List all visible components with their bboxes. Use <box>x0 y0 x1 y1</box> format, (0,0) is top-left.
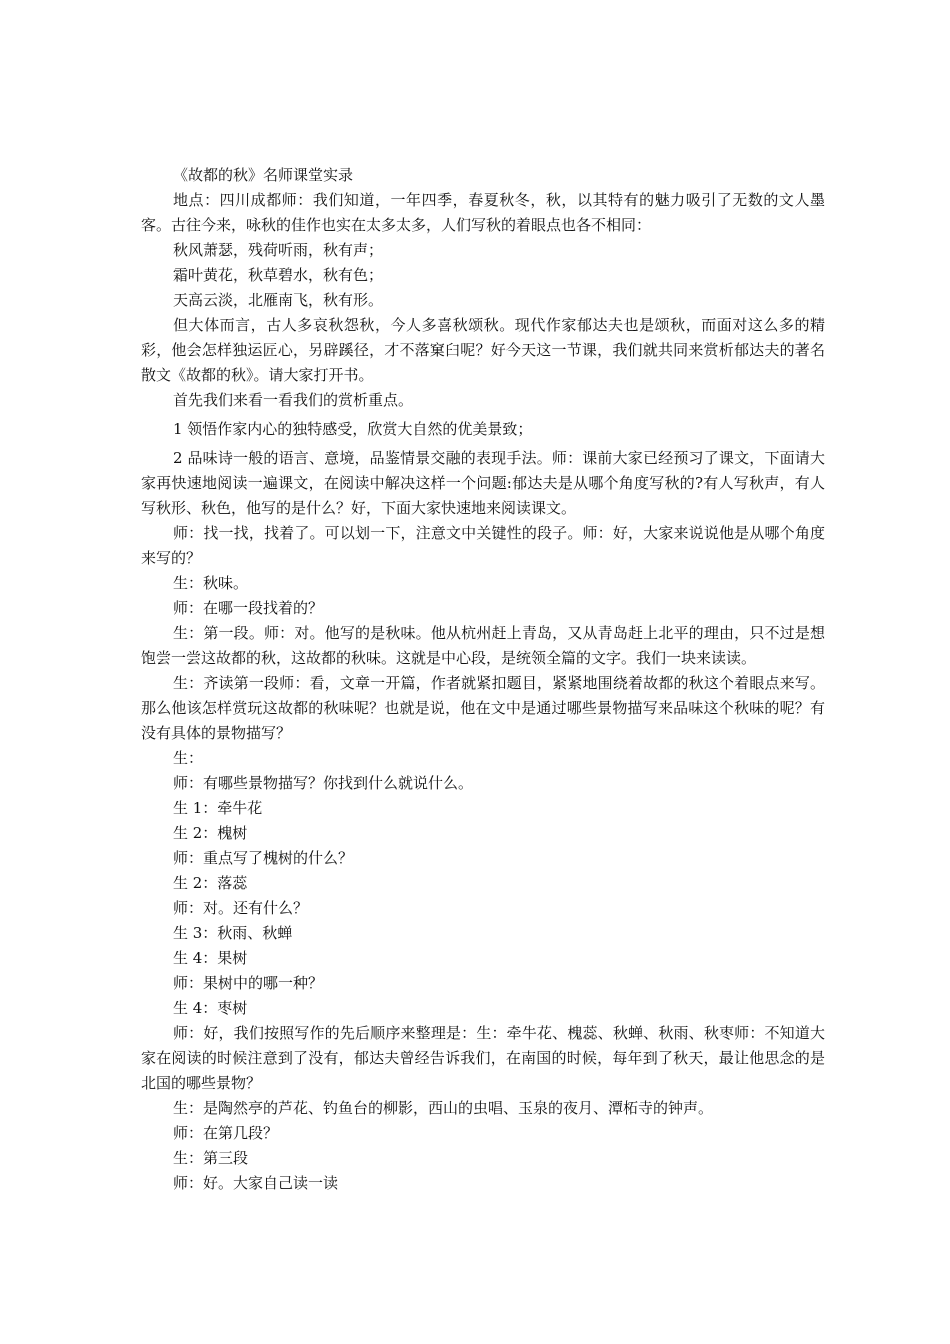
dialogue-line: 生 4：果树 <box>173 949 248 967</box>
dialogue-line: 生 1：牵牛花 <box>173 799 263 817</box>
dialogue-line: 师：在哪一段找着的？ <box>173 599 324 617</box>
focus-point-1: 1 领悟作家内心的独特感受，欣赏大自然的优美景致； <box>173 420 533 438</box>
verse-line-color: 霜叶黄花，秋草碧水，秋有色； <box>173 266 384 284</box>
dialogue-line: 生：齐读第一段师：看，文章一开篇，作者就紧扣题目，紧紧地围绕着故都的秋这个着眼点来写。那么他该怎样赏玩这故都的秋味呢？也就是说，他在文中是通过哪些景物描写来品味这个秋味的呢？有没有具体的景物描写？ <box>141 674 825 742</box>
dialogue-line: 生：第三段 <box>173 1149 249 1167</box>
dialogue-line: 师：果树中的哪一种？ <box>173 974 324 992</box>
dialogue-line: 生：第一段。师：对。他写的是秋味。他从杭州赶上青岛，又从青岛赶上北平的理由，只不过是想饱尝一尝这故都的秋，这故都的秋味。这就是中心段，是统领全篇的文字。我们一块来读读。 <box>141 624 825 667</box>
verse-line-sound: 秋风萧瑟，残荷听雨，秋有声； <box>173 241 384 259</box>
dialogue-line: 生：秋味。 <box>173 574 249 592</box>
paragraph-location-intro: 地点：四川成都师：我们知道，一年四季，春夏秋冬，秋，以其特有的魅力吸引了无数的文人墨客。古往今来，咏秋的佳作也实在太多太多，人们写秋的着眼点也各不相同： <box>141 191 825 234</box>
dialogue-line: 师：有哪些景物描写？你找到什么就说什么。 <box>173 774 474 792</box>
dialogue-line: 师：重点写了槐树的什么？ <box>173 849 354 867</box>
paragraph-overview: 但大体而言，古人多哀秋怨秋，今人多喜秋颂秋。现代作家郁达夫也是颂秋，而面对这么多的精彩，他会怎样独运匠心，另辟蹊径，才不落窠臼呢？好今天这一节课，我们就共同来赏析郁达夫的著名散文《故都的秋》。请大家打开书。 <box>141 316 825 384</box>
dialogue-line: 生 2：槐树 <box>173 824 248 842</box>
dialogue-line: 师：好，我们按照写作的先后顺序来整理是：生：牵牛花、槐蕊、秋蝉、秋雨、秋枣师：不知道大家在阅读的时候注意到了没有，郁达夫曾经告诉我们，在南国的时候，每年到了秋天，最让他思念的是北国的哪些景物？ <box>141 1024 825 1092</box>
dialogue-line: 生： <box>173 749 204 767</box>
dialogue-line: 生 2：落蕊 <box>173 874 248 892</box>
paragraph-focus-intro: 首先我们来看一看我们的赏析重点。 <box>173 391 414 409</box>
dialogue-line: 师：对。还有什么？ <box>173 899 309 917</box>
focus-point-2: 2 品味诗一般的语言、意境，品鉴情景交融的表现手法。师：课前大家已经预习了课文，下面请大家再快速地阅读一遍课文，在阅读中解决这样一个问题:郁达夫是从哪个角度写秋的?有人写秋声，有人写秋形、秋色，他写的是什么？好，下面大家快速地来阅读课文。 <box>141 449 825 517</box>
dialogue-line: 师：在第几段？ <box>173 1124 279 1142</box>
document-body <box>141 163 825 1196</box>
dialogue-line: 生 4：枣树 <box>173 999 248 1017</box>
dialogue-line: 生：是陶然亭的芦花、钓鱼台的柳影，西山的虫唱、玉泉的夜月、潭柘寺的钟声。 <box>173 1099 714 1117</box>
dialogue-line: 生 3：秋雨、秋蝉 <box>173 924 293 942</box>
document-title: 《故都的秋》名师课堂实录 <box>173 166 354 184</box>
verse-line-shape: 天高云淡，北雁南飞，秋有形。 <box>173 291 384 309</box>
dialogue-line: 师：找一找，找着了。可以划一下，注意文中关键性的段子。师：好，大家来说说他是从哪个角度来写的？ <box>141 524 825 567</box>
dialogue-line: 师：好。大家自己读一读 <box>173 1174 339 1192</box>
